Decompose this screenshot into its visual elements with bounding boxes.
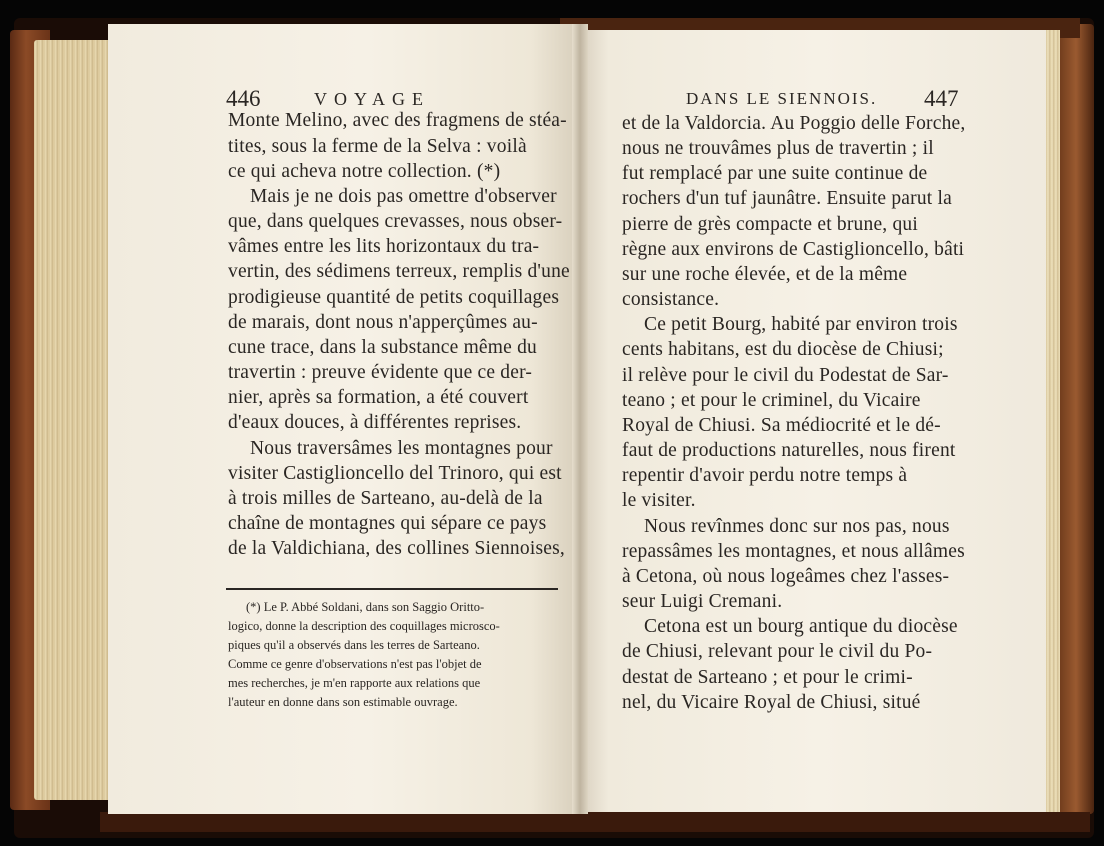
text-line: prodigieuse quantité de petits coquillages <box>228 287 560 308</box>
text-line: consistance. <box>622 289 720 310</box>
footnote-line: piques qu'il a observés dans les terres de Sarteano. <box>228 638 480 652</box>
text-line: repassâmes les montagnes, et nous allâmes <box>622 541 965 562</box>
book-gutter <box>572 24 588 814</box>
text-line: repentir d'avoir perdu notre temps à <box>622 465 908 486</box>
footnote-line: logico, donne la description des coquillages microsco- <box>228 619 500 633</box>
text-line: et de la Valdorcia. Au Poggio delle Forche, <box>622 113 966 134</box>
right-page-stack <box>1046 30 1060 812</box>
text-line: tites, sous la ferme de la Selva : voilà <box>228 136 527 157</box>
left-page-stack <box>34 40 112 800</box>
text-line: de marais, dont nous n'apperçûmes au- <box>228 312 538 333</box>
text-line: chaîne de montagnes qui sépare ce pays <box>228 513 547 534</box>
footnote-rule <box>226 588 558 590</box>
text-line: travertin : preuve évidente que ce der- <box>228 362 533 383</box>
text-line: sur une roche élevée, et de la même <box>622 264 908 285</box>
text-line: visiter Castiglioncello del Trinoro, qui est <box>228 463 562 484</box>
right-cover-edge <box>1058 24 1094 814</box>
footnote-line: mes recherches, je m'en rapporte aux relations que <box>228 676 481 690</box>
text-line: cune trace, dans la substance même du <box>228 337 537 358</box>
footnote-line: (*) Le P. Abbé Soldani, dans son Saggio Oritto- <box>246 600 485 614</box>
text-line: Nous traversâmes les montagnes pour <box>250 438 553 459</box>
text-line: pierre de grès compacte et brune, qui <box>622 214 918 235</box>
text-line: nous ne trouvâmes plus de travertin ; il <box>622 138 934 159</box>
text-line: à trois milles de Sarteano, au-delà de la <box>228 488 543 509</box>
text-line: que, dans quelques crevasses, nous obser- <box>228 211 563 232</box>
text-line: il relève pour le civil du Podestat de Sar- <box>622 365 949 386</box>
text-line: fut remplacé par une suite continue de <box>622 163 928 184</box>
text-line: règne aux environs de Castiglioncello, bâti <box>622 239 965 260</box>
text-line: de la Valdichiana, des collines Siennoises, <box>228 538 565 559</box>
bottom-cover-edge <box>100 812 1090 832</box>
text-line: faut de productions naturelles, nous firent <box>622 440 956 461</box>
text-line: teano ; et pour le criminel, du Vicaire <box>622 390 921 411</box>
text-line: ce qui acheva notre collection. (*) <box>228 161 501 182</box>
footnote-line: Comme ce genre d'observations n'est pas l'objet de <box>228 657 482 671</box>
text-line: d'eaux douces, à différentes reprises. <box>228 412 522 433</box>
right-page-number: 447 <box>924 86 959 111</box>
text-line: vertin, des sédimens terreux, remplis d'une <box>228 261 570 282</box>
text-line: Mais je ne dois pas omettre d'observer <box>250 186 557 207</box>
footnote-line: l'auteur en donne dans son estimable ouvrage. <box>228 695 458 709</box>
right-running-header: DANS LE SIENNOIS. <box>686 89 878 108</box>
text-line: destat de Sarteano ; et pour le crimi- <box>622 667 913 688</box>
text-line: à Cetona, où nous logeâmes chez l'asses- <box>622 566 950 587</box>
text-line: Cetona est un bourg antique du diocèse <box>644 616 958 637</box>
text-line: cents habitans, est du diocèse de Chiusi; <box>622 339 944 360</box>
text-line: rochers d'un tuf jaunâtre. Ensuite parut la <box>622 188 952 209</box>
text-line: Nous revînmes donc sur nos pas, nous <box>644 516 950 537</box>
left-page-number: 446 <box>226 86 261 111</box>
text-line: le visiter. <box>622 490 696 511</box>
text-line: nier, après sa formation, a été couvert <box>228 387 529 408</box>
text-line: Royal de Chiusi. Sa médiocrité et le dé- <box>622 415 941 436</box>
text-line: Ce petit Bourg, habité par environ trois <box>644 314 958 335</box>
left-running-header: VOYAGE <box>314 89 430 109</box>
text-line: seur Luigi Cremani. <box>622 591 783 612</box>
text-line: de Chiusi, relevant pour le civil du Po- <box>622 641 933 662</box>
text-line: nel, du Vicaire Royal de Chiusi, situé <box>622 692 921 713</box>
text-line: Monte Melino, avec des fragmens de stéa- <box>228 110 567 131</box>
text-line: vâmes entre les lits horizontaux du tra- <box>228 236 540 257</box>
